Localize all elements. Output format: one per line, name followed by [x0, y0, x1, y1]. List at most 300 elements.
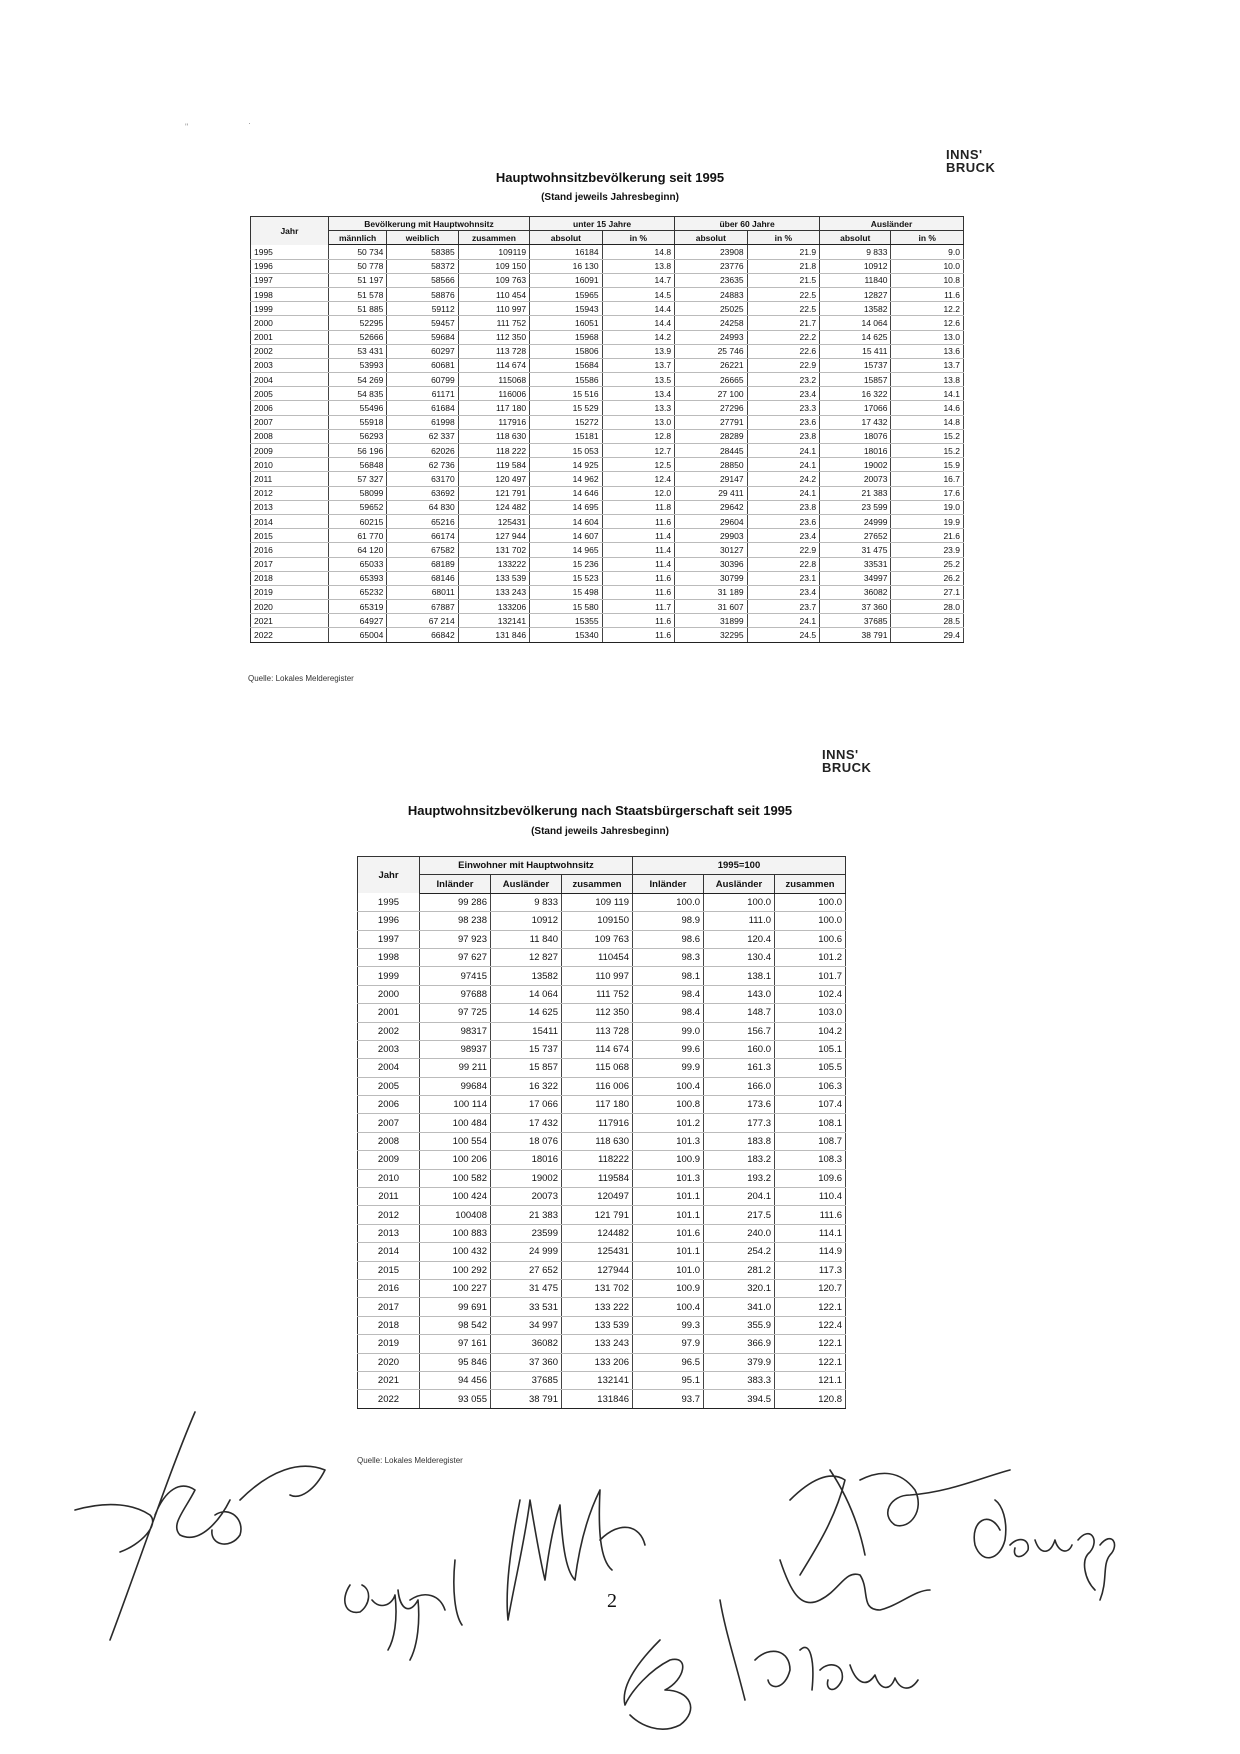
- logo-line-1: INNS': [946, 147, 983, 162]
- value-cell: 125431: [562, 1243, 633, 1261]
- value-cell: 14 604: [530, 514, 602, 528]
- value-cell: 63170: [387, 472, 458, 486]
- value-cell: 104.2: [775, 1022, 846, 1040]
- value-cell: 120 497: [458, 472, 529, 486]
- value-cell: 15737: [820, 358, 891, 372]
- value-cell: 124 482: [458, 500, 529, 514]
- value-cell: 53993: [328, 358, 386, 372]
- value-cell: 20073: [820, 472, 891, 486]
- value-cell: 394.5: [704, 1390, 775, 1408]
- year-cell: 2001: [251, 330, 329, 344]
- table1-source: Quelle: Lokales Melderegister: [248, 674, 354, 683]
- value-cell: 24.2: [747, 472, 819, 486]
- value-cell: 9.0: [891, 245, 964, 259]
- value-cell: 66174: [387, 529, 458, 543]
- value-cell: 183.2: [704, 1151, 775, 1169]
- year-cell: 2016: [251, 543, 329, 557]
- value-cell: 100.0: [633, 893, 704, 911]
- value-cell: 23.4: [747, 529, 819, 543]
- value-cell: 14 064: [820, 316, 891, 330]
- value-cell: 53 431: [328, 344, 386, 358]
- value-cell: 30127: [675, 543, 747, 557]
- value-cell: 98.9: [633, 912, 704, 930]
- year-cell: 2013: [251, 500, 329, 514]
- value-cell: 132141: [458, 614, 529, 628]
- value-cell: 37 360: [820, 600, 891, 614]
- value-cell: 21.5: [747, 273, 819, 287]
- value-cell: 109 763: [458, 273, 529, 287]
- value-cell: 383.3: [704, 1371, 775, 1389]
- value-cell: 127 944: [458, 529, 529, 543]
- value-cell: 119 584: [458, 458, 529, 472]
- value-cell: 19002: [491, 1169, 562, 1187]
- year-cell: 2021: [251, 614, 329, 628]
- page-number: 2: [607, 1590, 617, 1612]
- logo-line-1: INNS': [822, 747, 859, 762]
- value-cell: 99.0: [633, 1022, 704, 1040]
- value-cell: 355.9: [704, 1316, 775, 1334]
- value-cell: 101.1: [633, 1243, 704, 1261]
- value-cell: 133206: [458, 600, 529, 614]
- column-header: in %: [891, 231, 964, 245]
- value-cell: 14.2: [602, 330, 674, 344]
- value-cell: 33531: [820, 557, 891, 571]
- value-cell: 122.1: [775, 1335, 846, 1353]
- year-cell: 2020: [358, 1353, 420, 1371]
- year-cell: 1997: [358, 930, 420, 948]
- logo-line-2: BRUCK: [822, 760, 872, 775]
- value-cell: 31 607: [675, 600, 747, 614]
- value-cell: 11840: [820, 273, 891, 287]
- value-cell: 29604: [675, 514, 747, 528]
- value-cell: 108.3: [775, 1151, 846, 1169]
- value-cell: 10.8: [891, 273, 964, 287]
- value-cell: 30799: [675, 571, 747, 585]
- value-cell: 18076: [820, 429, 891, 443]
- value-cell: 21.9: [747, 245, 819, 259]
- value-cell: 100.9: [633, 1279, 704, 1297]
- value-cell: 15.9: [891, 458, 964, 472]
- value-cell: 97415: [420, 967, 491, 985]
- value-cell: 24883: [675, 287, 747, 301]
- value-cell: 64927: [328, 614, 386, 628]
- value-cell: 12.7: [602, 444, 674, 458]
- value-cell: 58385: [387, 245, 458, 259]
- value-cell: 11.8: [602, 500, 674, 514]
- value-cell: 28850: [675, 458, 747, 472]
- value-cell: 58099: [328, 486, 386, 500]
- value-cell: 23.2: [747, 373, 819, 387]
- value-cell: 99.6: [633, 1040, 704, 1058]
- value-cell: 110 454: [458, 287, 529, 301]
- value-cell: 14.4: [602, 316, 674, 330]
- value-cell: 29147: [675, 472, 747, 486]
- value-cell: 173.6: [704, 1096, 775, 1114]
- column-header: männlich: [328, 231, 386, 245]
- value-cell: 15340: [530, 628, 602, 642]
- value-cell: 60215: [328, 514, 386, 528]
- value-cell: 133 539: [562, 1316, 633, 1334]
- value-cell: 100.4: [633, 1077, 704, 1095]
- value-cell: 100 484: [420, 1114, 491, 1132]
- column-header: in %: [747, 231, 819, 245]
- value-cell: 51 197: [328, 273, 386, 287]
- value-cell: 23599: [491, 1224, 562, 1242]
- value-cell: 116006: [458, 387, 529, 401]
- value-cell: 32295: [675, 628, 747, 642]
- value-cell: 101.0: [633, 1261, 704, 1279]
- value-cell: 100 227: [420, 1279, 491, 1297]
- value-cell: 101.6: [633, 1224, 704, 1242]
- value-cell: 14 962: [530, 472, 602, 486]
- value-cell: 11.6: [602, 585, 674, 599]
- value-cell: 24258: [675, 316, 747, 330]
- year-cell: 2019: [251, 585, 329, 599]
- value-cell: 26665: [675, 373, 747, 387]
- value-cell: 131 702: [458, 543, 529, 557]
- value-cell: 108.7: [775, 1132, 846, 1150]
- value-cell: 11.6: [602, 628, 674, 642]
- value-cell: 97 725: [420, 1004, 491, 1022]
- value-cell: 14 064: [491, 985, 562, 1003]
- value-cell: 112 350: [562, 1004, 633, 1022]
- year-cell: 2011: [251, 472, 329, 486]
- value-cell: 15684: [530, 358, 602, 372]
- value-cell: 14 925: [530, 458, 602, 472]
- value-cell: 62 736: [387, 458, 458, 472]
- value-cell: 28445: [675, 444, 747, 458]
- value-cell: 24993: [675, 330, 747, 344]
- value-cell: 25025: [675, 302, 747, 316]
- value-cell: 111 752: [562, 985, 633, 1003]
- value-cell: 60799: [387, 373, 458, 387]
- value-cell: 101.2: [775, 948, 846, 966]
- value-cell: 15 516: [530, 387, 602, 401]
- value-cell: 13.7: [891, 358, 964, 372]
- value-cell: 13582: [491, 967, 562, 985]
- year-cell: 2017: [358, 1298, 420, 1316]
- value-cell: 27652: [820, 529, 891, 543]
- value-cell: 14 607: [530, 529, 602, 543]
- value-cell: 61171: [387, 387, 458, 401]
- value-cell: 29642: [675, 500, 747, 514]
- value-cell: 25 746: [675, 344, 747, 358]
- value-cell: 15943: [530, 302, 602, 316]
- value-cell: 99 286: [420, 893, 491, 911]
- value-cell: 13582: [820, 302, 891, 316]
- value-cell: 28289: [675, 429, 747, 443]
- value-cell: 97 627: [420, 948, 491, 966]
- value-cell: 122.1: [775, 1298, 846, 1316]
- value-cell: 95.1: [633, 1371, 704, 1389]
- column-header: absolut: [530, 231, 602, 245]
- signature-5: [974, 1500, 1114, 1600]
- value-cell: 254.2: [704, 1243, 775, 1261]
- value-cell: 109150: [562, 912, 633, 930]
- value-cell: 98937: [420, 1040, 491, 1058]
- year-cell: 2005: [251, 387, 329, 401]
- value-cell: 65004: [328, 628, 386, 642]
- value-cell: 21 383: [820, 486, 891, 500]
- value-cell: 27791: [675, 415, 747, 429]
- year-cell: 2018: [358, 1316, 420, 1334]
- value-cell: 66842: [387, 628, 458, 642]
- value-cell: 100 292: [420, 1261, 491, 1279]
- value-cell: 36082: [491, 1335, 562, 1353]
- value-cell: 13.4: [602, 387, 674, 401]
- value-cell: 117916: [562, 1114, 633, 1132]
- value-cell: 11.7: [602, 600, 674, 614]
- value-cell: 13.0: [602, 415, 674, 429]
- value-cell: 68189: [387, 557, 458, 571]
- value-cell: 23.7: [747, 600, 819, 614]
- value-cell: 100408: [420, 1206, 491, 1224]
- value-cell: 65232: [328, 585, 386, 599]
- year-cell: 1999: [251, 302, 329, 316]
- value-cell: 110.4: [775, 1188, 846, 1206]
- value-cell: 14.7: [602, 273, 674, 287]
- value-cell: 15 236: [530, 557, 602, 571]
- year-cell: 1999: [358, 967, 420, 985]
- value-cell: 117.3: [775, 1261, 846, 1279]
- column-header: zusammen: [562, 875, 633, 893]
- value-cell: 24999: [820, 514, 891, 528]
- value-cell: 34997: [820, 571, 891, 585]
- value-cell: 14 695: [530, 500, 602, 514]
- value-cell: 59112: [387, 302, 458, 316]
- value-cell: 22.9: [747, 543, 819, 557]
- value-cell: 108.1: [775, 1114, 846, 1132]
- value-cell: 204.1: [704, 1188, 775, 1206]
- value-cell: 102.4: [775, 985, 846, 1003]
- value-cell: 27 100: [675, 387, 747, 401]
- value-cell: 133 243: [562, 1335, 633, 1353]
- value-cell: 105.5: [775, 1059, 846, 1077]
- value-cell: 100.0: [704, 893, 775, 911]
- value-cell: 17 432: [491, 1114, 562, 1132]
- value-cell: 15.2: [891, 429, 964, 443]
- value-cell: 11.4: [602, 557, 674, 571]
- value-cell: 13.7: [602, 358, 674, 372]
- value-cell: 27296: [675, 401, 747, 415]
- value-cell: 14.1: [891, 387, 964, 401]
- value-cell: 54 269: [328, 373, 386, 387]
- value-cell: 58372: [387, 259, 458, 273]
- value-cell: 15586: [530, 373, 602, 387]
- value-cell: 61998: [387, 415, 458, 429]
- value-cell: 55496: [328, 401, 386, 415]
- value-cell: 31 189: [675, 585, 747, 599]
- value-cell: 67887: [387, 600, 458, 614]
- value-cell: 15411: [491, 1022, 562, 1040]
- value-cell: 15355: [530, 614, 602, 628]
- value-cell: 109 119: [562, 893, 633, 911]
- value-cell: 10.0: [891, 259, 964, 273]
- value-cell: 22.9: [747, 358, 819, 372]
- value-cell: 62 337: [387, 429, 458, 443]
- value-cell: 14.5: [602, 287, 674, 301]
- year-cell: 2001: [358, 1004, 420, 1022]
- value-cell: 98.4: [633, 1004, 704, 1022]
- value-cell: 37 360: [491, 1353, 562, 1371]
- value-cell: 26221: [675, 358, 747, 372]
- value-cell: 15 737: [491, 1040, 562, 1058]
- value-cell: 24.5: [747, 628, 819, 642]
- value-cell: 21.8: [747, 259, 819, 273]
- value-cell: 57 327: [328, 472, 386, 486]
- value-cell: 100 582: [420, 1169, 491, 1187]
- year-cell: 2010: [358, 1169, 420, 1187]
- value-cell: 23.6: [747, 415, 819, 429]
- value-cell: 38 791: [491, 1390, 562, 1408]
- value-cell: 14.8: [602, 245, 674, 259]
- value-cell: 120.7: [775, 1279, 846, 1297]
- value-cell: 133 539: [458, 571, 529, 585]
- value-cell: 100.0: [775, 893, 846, 911]
- column-header: Inländer: [633, 875, 704, 893]
- value-cell: 101.2: [633, 1114, 704, 1132]
- table2-title: Hauptwohnsitzbevölkerung nach Staatsbürgerschaft seit 1995: [407, 803, 793, 818]
- value-cell: 59684: [387, 330, 458, 344]
- value-cell: 101.7: [775, 967, 846, 985]
- year-cell: 1997: [251, 273, 329, 287]
- value-cell: 100.4: [633, 1298, 704, 1316]
- year-cell: 2014: [251, 514, 329, 528]
- value-cell: 17 066: [491, 1096, 562, 1114]
- value-cell: 15181: [530, 429, 602, 443]
- year-cell: 2007: [358, 1114, 420, 1132]
- value-cell: 60681: [387, 358, 458, 372]
- value-cell: 109 763: [562, 930, 633, 948]
- value-cell: 11.4: [602, 543, 674, 557]
- value-cell: 15 580: [530, 600, 602, 614]
- value-cell: 100 114: [420, 1096, 491, 1114]
- value-cell: 97688: [420, 985, 491, 1003]
- year-cell: 1996: [251, 259, 329, 273]
- table1-subtitle: (Stand jeweils Jahresbeginn): [541, 192, 679, 203]
- value-cell: 115068: [458, 373, 529, 387]
- group-header: 1995=100: [633, 857, 846, 875]
- year-cell: 1998: [358, 948, 420, 966]
- value-cell: 13.0: [891, 330, 964, 344]
- value-cell: 110 997: [562, 967, 633, 985]
- value-cell: 15272: [530, 415, 602, 429]
- value-cell: 31899: [675, 614, 747, 628]
- value-cell: 113 728: [562, 1022, 633, 1040]
- value-cell: 15.2: [891, 444, 964, 458]
- value-cell: 93 055: [420, 1390, 491, 1408]
- value-cell: 131 846: [458, 628, 529, 642]
- value-cell: 58566: [387, 273, 458, 287]
- value-cell: 143.0: [704, 985, 775, 1003]
- value-cell: 56 196: [328, 444, 386, 458]
- value-cell: 11.6: [602, 571, 674, 585]
- value-cell: 60297: [387, 344, 458, 358]
- value-cell: 15806: [530, 344, 602, 358]
- value-cell: 161.3: [704, 1059, 775, 1077]
- value-cell: 118222: [562, 1151, 633, 1169]
- value-cell: 14 965: [530, 543, 602, 557]
- value-cell: 112 350: [458, 330, 529, 344]
- signature-4: [790, 1470, 1010, 1575]
- value-cell: 23.4: [747, 585, 819, 599]
- year-cell: 2005: [358, 1077, 420, 1095]
- value-cell: 59652: [328, 500, 386, 514]
- value-cell: 119584: [562, 1169, 633, 1187]
- value-cell: 120.4: [704, 930, 775, 948]
- value-cell: 16 322: [820, 387, 891, 401]
- value-cell: 12.5: [602, 458, 674, 472]
- value-cell: 15857: [820, 373, 891, 387]
- value-cell: 117 180: [458, 401, 529, 415]
- value-cell: 15965: [530, 287, 602, 301]
- value-cell: 21.6: [891, 529, 964, 543]
- signature-2: [345, 1560, 462, 1660]
- value-cell: 15 523: [530, 571, 602, 585]
- value-cell: 29 411: [675, 486, 747, 500]
- value-cell: 16051: [530, 316, 602, 330]
- value-cell: 138.1: [704, 967, 775, 985]
- value-cell: 97.9: [633, 1335, 704, 1353]
- value-cell: 11 840: [491, 930, 562, 948]
- value-cell: 61 770: [328, 529, 386, 543]
- value-cell: 65033: [328, 557, 386, 571]
- value-cell: 9 833: [820, 245, 891, 259]
- value-cell: 12.0: [602, 486, 674, 500]
- value-cell: 98.3: [633, 948, 704, 966]
- value-cell: 55918: [328, 415, 386, 429]
- year-cell: 2012: [358, 1206, 420, 1224]
- column-header: weiblich: [387, 231, 458, 245]
- value-cell: 100.9: [633, 1151, 704, 1169]
- year-cell: 2022: [358, 1390, 420, 1408]
- value-cell: 56293: [328, 429, 386, 443]
- value-cell: 109 150: [458, 259, 529, 273]
- value-cell: 110 997: [458, 302, 529, 316]
- value-cell: 14 646: [530, 486, 602, 500]
- value-cell: 51 578: [328, 287, 386, 301]
- table2-subtitle: (Stand jeweils Jahresbeginn): [531, 826, 669, 837]
- value-cell: 15 053: [530, 444, 602, 458]
- value-cell: 341.0: [704, 1298, 775, 1316]
- value-cell: 93.7: [633, 1390, 704, 1408]
- column-header: absolut: [675, 231, 747, 245]
- value-cell: 22.8: [747, 557, 819, 571]
- value-cell: 366.9: [704, 1335, 775, 1353]
- value-cell: 58876: [387, 287, 458, 301]
- value-cell: 17066: [820, 401, 891, 415]
- value-cell: 281.2: [704, 1261, 775, 1279]
- value-cell: 101.1: [633, 1188, 704, 1206]
- value-cell: 31 475: [491, 1279, 562, 1297]
- value-cell: 65319: [328, 600, 386, 614]
- value-cell: 29.4: [891, 628, 964, 642]
- value-cell: 12.2: [891, 302, 964, 316]
- value-cell: 21 383: [491, 1206, 562, 1224]
- value-cell: 23.1: [747, 571, 819, 585]
- value-cell: 111.0: [704, 912, 775, 930]
- value-cell: 19.9: [891, 514, 964, 528]
- value-cell: 19002: [820, 458, 891, 472]
- value-cell: 193.2: [704, 1169, 775, 1187]
- year-cell: 2006: [358, 1096, 420, 1114]
- year-cell: 2011: [358, 1188, 420, 1206]
- group-header: über 60 Jahre: [675, 217, 820, 231]
- value-cell: 15 411: [820, 344, 891, 358]
- value-cell: 13.5: [602, 373, 674, 387]
- year-cell: 2007: [251, 415, 329, 429]
- value-cell: 156.7: [704, 1022, 775, 1040]
